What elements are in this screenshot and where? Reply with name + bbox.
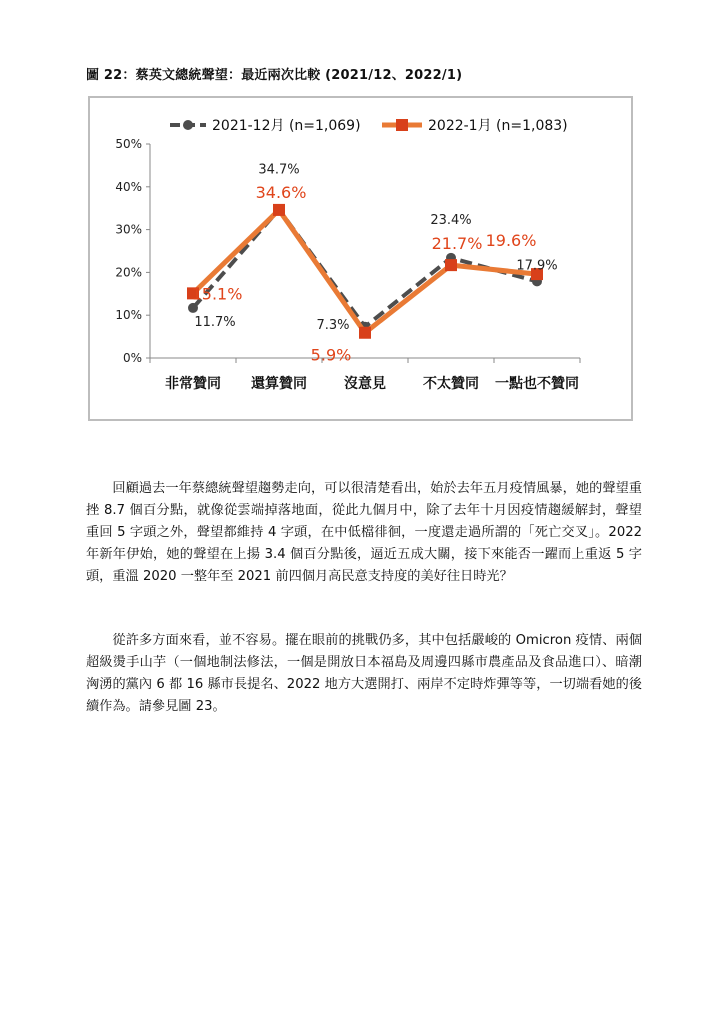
- x-category-label: 非常贊同: [165, 376, 221, 392]
- data-label-2022-1: 19.6%: [485, 231, 537, 251]
- chart-data-labels: [192, 162, 558, 364]
- chart-series: [187, 204, 543, 339]
- x-category-label: 還算贊同: [251, 376, 307, 392]
- x-category-label: 沒意見: [344, 376, 386, 392]
- y-tick-label: 40%: [115, 179, 142, 194]
- x-category-label: 一點也不贊同: [495, 376, 579, 392]
- body-paragraph-1: 回顧過去一年蔡總統聲望趨勢走向，可以很清楚看出，始於去年五月疫情風暴，她的聲望重挫 8.7 個百分點，就像從雲端掉落地面，從此九個月中，除了去年十月因疫情趨緩解封，聲望重回 5 字頭之外，聲望都維持 4 字頭，在中低檔徘徊，一度還走過所謂的「死亡交叉」。2022 年新年伊始，她的聲望在上揚 3.4 個百分點後，逼近五成大關，接下來能否一躍而上重返 5 字頭，重溫 2020 一整年至 2021 前四個月高民意支持度的美好往日時光？: [86, 481, 642, 584]
- approval-line-chart: [90, 98, 631, 419]
- data-label-2022-1: 5.9%: [310, 345, 352, 365]
- data-label-2021-12: 34.7%: [258, 162, 300, 178]
- legend-label-2022-1: 2022-1月 (n=1,083): [428, 118, 568, 134]
- series-point-2021-12: [188, 303, 198, 313]
- chart-legend: [170, 118, 568, 134]
- chart-frame: [88, 96, 633, 421]
- y-tick-label: 0%: [122, 351, 142, 365]
- series-point-2022-1: [273, 204, 285, 216]
- legend-label-2021-12: 2021-12月 (n=1,069): [212, 118, 361, 134]
- legend-marker-2022-1: [396, 119, 408, 131]
- series-line-2022-1: [193, 210, 537, 333]
- data-label-2021-12: 23.4%: [430, 212, 472, 228]
- x-category-label: 不太贊同: [423, 376, 479, 392]
- series-point-2022-1: [445, 259, 457, 271]
- body-paragraph-2: 從許多方面來看，並不容易。擺在眼前的挑戰仍多，其中包括嚴峻的 Omicron 疫情、兩個超級燙手山芋（一個地制法修法，一個是開放日本福島及周邊四縣市農產品及食品進口）、暗潮洶湧的黨內 6 都 16 縣市長提名、2022 地方大選開打、兩岸不定時炸彈等等，一切端看她的後續作為。請參見圖 23。: [86, 633, 642, 714]
- legend-marker-2021-12: [183, 120, 193, 130]
- data-label-2021-12: 17.9%: [516, 258, 558, 274]
- y-tick-label: 10%: [115, 308, 142, 323]
- figure-title: 圖 22：蔡英文總統聲望：最近兩次比較 (2021/12、2022/1): [86, 68, 463, 83]
- data-label-2021-12: 11.7%: [194, 314, 236, 330]
- data-label-2021-12: 7.3%: [316, 317, 350, 333]
- data-label-2022-1: 21.7%: [431, 234, 483, 254]
- y-tick-label: 50%: [115, 137, 142, 151]
- y-tick-label: 30%: [115, 222, 142, 237]
- series-point-2022-1: [359, 327, 371, 339]
- data-label-2022-1: 15.1%: [191, 284, 243, 304]
- data-label-2022-1: 34.6%: [255, 182, 307, 202]
- y-tick-label: 20%: [115, 265, 142, 280]
